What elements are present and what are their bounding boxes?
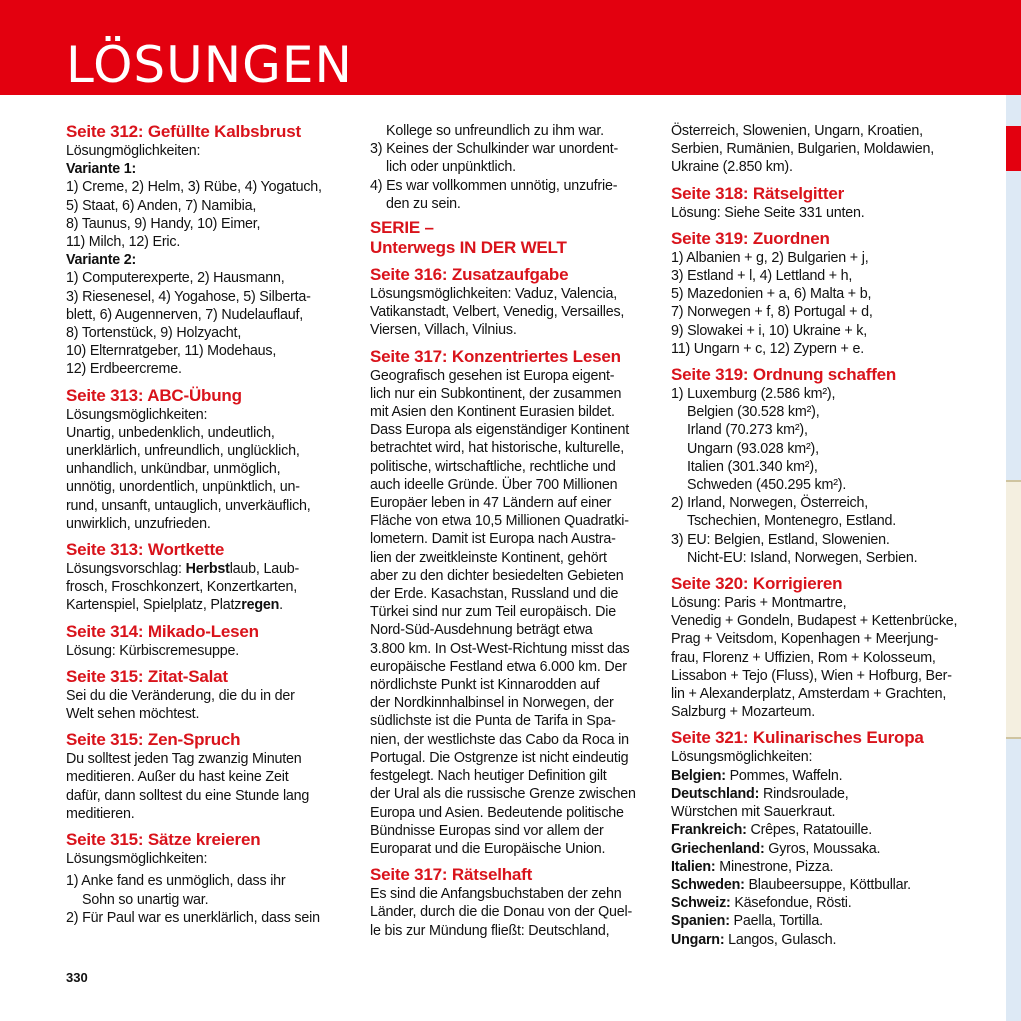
section-heading: Seite 319: Zuordnen bbox=[671, 228, 830, 248]
edge-illustration bbox=[1006, 480, 1021, 739]
text-line: betrachtet wird, hat historische, kulturelle, bbox=[370, 440, 625, 457]
text-line: Du solltest jeden Tag zwanzig Minuten bbox=[66, 751, 302, 768]
page-edge-strip bbox=[1006, 0, 1021, 1021]
page-number: 330 bbox=[66, 970, 88, 985]
food-item bbox=[671, 785, 971, 803]
country-label: Frankreich: bbox=[671, 822, 747, 839]
text-line: Irland (70.273 km²), bbox=[687, 422, 808, 439]
text-line: 1) Anke fand es unmöglich, dass ihr bbox=[66, 873, 286, 890]
text-line bbox=[66, 596, 351, 614]
column-3 bbox=[671, 122, 971, 949]
text-line: blett, 6) Augennerven, 7) Nudelauflauf, bbox=[66, 306, 303, 323]
text-line: nien, der westlichste das Cabo da Roca in bbox=[370, 731, 629, 748]
section-body bbox=[66, 687, 351, 723]
text-line: 1) Computerexperte, 2) Hausmann, bbox=[66, 270, 285, 287]
section-raetselhaft-continued bbox=[671, 122, 971, 177]
section-heading: Seite 318: Rätselgitter bbox=[671, 183, 845, 203]
text-part: Lösungsvorschlag: bbox=[66, 561, 186, 578]
section-body bbox=[66, 406, 351, 533]
text-line: der Ural als die russische Grenze zwischen bbox=[370, 786, 636, 803]
series-heading bbox=[370, 218, 655, 258]
text-line: Europa und Asien. Bedeutende politische bbox=[370, 804, 624, 821]
text-line: unnötig, unordentlich, unpünktlich, un- bbox=[66, 479, 300, 496]
section-heading: Seite 315: Zen-Spruch bbox=[66, 730, 241, 750]
text-line: Es sind die Anfangsbuchstaben der zehn bbox=[370, 886, 622, 903]
section-body bbox=[370, 367, 655, 858]
text-line: der Erde. Kasachstan, Russland und die bbox=[370, 586, 619, 603]
text-line: 1) Creme, 2) Helm, 3) Rübe, 4) Yogatuch, bbox=[66, 179, 322, 196]
dishes: Minestrone, Pizza. bbox=[715, 858, 834, 875]
text-line: Sei du die Veränderung, die du in der bbox=[66, 687, 295, 704]
section-heading: Seite 317: Konzentriertes Lesen bbox=[370, 346, 621, 366]
text-line: Ungarn (93.028 km²), bbox=[687, 440, 819, 457]
text-line: südlichste ist die Punta de Tarifa in Spa- bbox=[370, 713, 616, 730]
section-wortkette bbox=[66, 540, 351, 615]
dishes: Käsefondue, Rösti. bbox=[730, 895, 852, 912]
dishes: Gyros, Moussaka. bbox=[764, 840, 881, 857]
text-part: laub, Laub- bbox=[229, 561, 300, 578]
dishes: Pommes, Waffeln. bbox=[725, 767, 843, 784]
text-line: rund, unsanft, untauglich, unverkäuflich, bbox=[66, 497, 311, 514]
text-line: Venedig + Gondeln, Budapest + Kettenbrücke, bbox=[671, 613, 958, 630]
text-line: lich nur ein Subkontinent, der zusammen bbox=[370, 385, 622, 402]
text-line: Prag + Veitsdom, Kopenhagen + Meerjung- bbox=[671, 631, 939, 648]
text-line: Nord-Süd-Ausdehnung beträgt etwa bbox=[370, 622, 593, 639]
section-korrigieren bbox=[671, 574, 971, 721]
text-line: Länder, durch die die Donau von der Quel- bbox=[370, 904, 633, 921]
text-line: Österreich, Slowenien, Ungarn, Kroatien, bbox=[671, 123, 923, 139]
section-body bbox=[66, 642, 351, 660]
text-line: Lösung: Siehe Seite 331 unten. bbox=[671, 204, 865, 221]
text-line: Bündnisse Europas sind vor allem der bbox=[370, 822, 604, 839]
section-heading: Seite 319: Ordnung schaffen bbox=[671, 365, 897, 385]
text-line: 3) Keines der Schulkinder war unordent- bbox=[370, 141, 619, 158]
text-line: 10) Elternratgeber, 11) Modehaus, bbox=[66, 343, 277, 360]
text-line: 1) Luxemburg (2.586 km²), bbox=[671, 386, 836, 403]
text-line: Vatikanstadt, Velbert, Venedig, Versailles, bbox=[370, 304, 625, 321]
section-heading: Seite 320: Korrigieren bbox=[671, 574, 843, 594]
text-line: Schweden (450.295 km²). bbox=[687, 477, 847, 494]
text-line: europäische Festland etwa 6.000 km. Der bbox=[370, 658, 627, 675]
text-line: Fläche von etwa 10,5 Millionen Quadratki- bbox=[370, 513, 629, 530]
dishes: Crêpes, Ratatouille. bbox=[746, 822, 873, 839]
text-line: Lösung: Kürbiscremesuppe. bbox=[66, 642, 240, 659]
section-heading: Seite 315: Zitat-Salat bbox=[66, 666, 228, 686]
text-line: 7) Norwegen + f, 8) Portugal + d, bbox=[671, 304, 873, 321]
text-line: frosch, Froschkonzert, Konzertkarten, bbox=[66, 579, 297, 596]
dishes: Blaubeersuppe, Köttbullar. bbox=[744, 876, 911, 893]
bold-word: regen bbox=[241, 597, 280, 614]
text-line: Lösung: Paris + Montmartre, bbox=[671, 595, 847, 612]
section-ordnung-schaffen bbox=[671, 365, 971, 567]
food-item bbox=[671, 876, 971, 894]
series-label: SERIE – bbox=[370, 218, 434, 238]
section-body bbox=[370, 885, 655, 940]
section-body bbox=[671, 594, 971, 721]
series-title: Unterwegs IN DER WELT bbox=[370, 238, 567, 258]
text-line: 5) Staat, 6) Anden, 7) Namibia, bbox=[66, 197, 257, 214]
section-raetselhaft bbox=[370, 865, 655, 940]
text-line: dafür, dann solltest du eine Stunde lang bbox=[66, 787, 310, 804]
text-line: 11) Milch, 12) Eric. bbox=[66, 234, 181, 251]
text-line: Geografisch gesehen ist Europa eigent- bbox=[370, 367, 615, 384]
text-line: Italien (301.340 km²), bbox=[687, 458, 818, 475]
section-saetze-continued bbox=[370, 122, 655, 213]
section-body bbox=[66, 750, 351, 823]
section-kalbsbrust bbox=[66, 122, 351, 379]
food-item bbox=[671, 767, 971, 785]
text-line: lien der zweitkleinste Kontinent, gehört bbox=[370, 549, 607, 566]
text-line: lometern. Damit ist Europa nach Austra- bbox=[370, 531, 616, 548]
text-line: Lösungsmöglichkeiten: Vaduz, Valencia, bbox=[370, 286, 617, 303]
text-line: Belgien (30.528 km²), bbox=[687, 404, 820, 421]
section-heading: Seite 312: Gefüllte Kalbsbrust bbox=[66, 122, 301, 141]
section-konzentriertes-lesen bbox=[370, 347, 655, 858]
text-line: Lissabon + Tejo (Fluss), Wien + Hofburg, Ber- bbox=[671, 667, 952, 684]
section-zen-spruch bbox=[66, 730, 351, 823]
text-line: 8) Taunus, 9) Handy, 10) Eimer, bbox=[66, 215, 261, 232]
text-line: 3.800 km. In Ost-West-Richtung misst das bbox=[370, 640, 630, 657]
food-item bbox=[671, 858, 971, 876]
text-line: Europarat und die Europäische Union. bbox=[370, 840, 606, 857]
text-line: lin + Alexanderplatz, Amsterdam + Grachten, bbox=[671, 686, 947, 703]
text-line: 5) Mazedonien + a, 6) Malta + b, bbox=[671, 286, 872, 303]
section-heading: Seite 316: Zusatzaufgabe bbox=[370, 265, 569, 285]
section-zusatzaufgabe bbox=[370, 265, 655, 340]
country-label: Ungarn: bbox=[671, 931, 725, 948]
text-line: Unartig, unbedenklich, undeutlich, bbox=[66, 424, 275, 441]
section-zuordnen bbox=[671, 229, 971, 358]
text-line: aber zu den dichter besiedelten Gebieten bbox=[370, 567, 624, 584]
column-2 bbox=[370, 122, 655, 940]
text-line: 1) Albanien + g, 2) Bulgarien + j, bbox=[671, 249, 869, 266]
food-item bbox=[671, 894, 971, 912]
dishes: Paella, Tortilla. bbox=[729, 913, 823, 930]
country-label: Belgien: bbox=[671, 767, 726, 784]
text-line: Lösungmöglichkeiten: bbox=[66, 143, 201, 159]
text-line: auch ideelle Gründe. Über 700 Millionen bbox=[370, 476, 618, 493]
variant-label: Variante 1: bbox=[66, 161, 137, 178]
text-line: 2) Für Paul war es unerklärlich, dass sein bbox=[66, 909, 320, 926]
edge-red-band bbox=[1006, 0, 1021, 95]
ranked-list bbox=[671, 403, 971, 494]
section-heading: Seite 313: ABC-Übung bbox=[66, 385, 242, 405]
section-body bbox=[671, 249, 971, 358]
food-item bbox=[671, 840, 971, 858]
page-title: LÖSUNGEN bbox=[66, 36, 353, 94]
text-line: 3) Riesenesel, 4) Yogahose, 5) Silberta- bbox=[66, 288, 311, 305]
section-heading: Seite 313: Wortkette bbox=[66, 540, 225, 560]
column-1 bbox=[66, 122, 351, 927]
text-line: 3) Estland + l, 4) Lettland + h, bbox=[671, 268, 853, 285]
country-label: Spanien: bbox=[671, 913, 730, 930]
dishes: Rindsroulade, bbox=[759, 785, 849, 802]
bold-word: Herbst bbox=[185, 561, 230, 578]
text-line: Kollege so unfreundlich zu ihm war. bbox=[386, 123, 604, 139]
country-label: Schweiz: bbox=[671, 895, 731, 912]
section-heading: Seite 314: Mikado-Lesen bbox=[66, 621, 259, 641]
text-line: Salzburg + Mozarteum. bbox=[671, 704, 815, 721]
section-heading: Seite 321: Kulinarisches Europa bbox=[671, 728, 924, 748]
text-line: nördlichste Punkt ist Kinnarodden auf bbox=[370, 677, 600, 694]
section-body bbox=[370, 285, 655, 340]
food-item bbox=[671, 931, 971, 949]
text-line: Serbien, Rumänien, Bulgarien, Moldawien, bbox=[671, 141, 934, 158]
page-header bbox=[0, 0, 1006, 95]
text-line: 4) Es war vollkommen unnötig, unzufrie- bbox=[370, 177, 618, 194]
country-label: Deutschland: bbox=[671, 785, 760, 802]
text-line: Tschechien, Montenegro, Estland. bbox=[687, 513, 896, 530]
text-line: Viersen, Villach, Vilnius. bbox=[370, 322, 517, 339]
country-label: Schweden: bbox=[671, 876, 745, 893]
text-line: Sohn so unartig war. bbox=[82, 891, 209, 908]
text-line: le bis zur Mündung fließt: Deutschland, bbox=[370, 922, 610, 939]
section-heading: Seite 315: Sätze kreieren bbox=[66, 830, 261, 850]
section-abc-uebung bbox=[66, 386, 351, 533]
variant-label: Variante 2: bbox=[66, 252, 137, 269]
food-list bbox=[671, 767, 971, 949]
section-saetze-kreieren bbox=[66, 830, 351, 927]
text-line: Lösungsmöglichkeiten: bbox=[671, 749, 813, 766]
dishes: Langos, Gulasch. bbox=[724, 931, 837, 948]
text-line: Nicht-EU: Island, Norwegen, Serbien. bbox=[687, 549, 918, 566]
section-body bbox=[671, 204, 971, 222]
text-line: meditieren. Außer du hast keine Zeit bbox=[66, 769, 289, 786]
text-line: festgelegt. Nach heutiger Definition gilt bbox=[370, 768, 607, 785]
text-line: 9) Slowakei + i, 10) Ukraine + k, bbox=[671, 322, 868, 339]
text-line: Ukraine (2.850 km). bbox=[671, 159, 793, 176]
variant-1-lines bbox=[66, 178, 351, 251]
country-label: Griechenland: bbox=[671, 840, 765, 857]
text-line: unwirklich, unzufrieden. bbox=[66, 515, 211, 532]
section-zitat-salat bbox=[66, 667, 351, 723]
text-line: politische, wirtschaftliche, rechtliche und bbox=[370, 458, 616, 475]
country-label: Italien: bbox=[671, 858, 716, 875]
text-line: Dass Europa als eigenständiger Kontinent bbox=[370, 422, 630, 439]
text-line: Türkei sind nur zum Teil europäisch. Die bbox=[370, 604, 617, 621]
text-line: frau, Florenz + Uffizien, Rom + Kolosseum, bbox=[671, 649, 936, 666]
text-line: Portugal. Die Ostgrenze ist nicht eindeutig bbox=[370, 749, 629, 766]
text-line: 11) Ungarn + c, 12) Zypern + e. bbox=[671, 340, 864, 357]
text-line: meditieren. bbox=[66, 805, 135, 822]
text-line bbox=[66, 560, 351, 578]
text-line: der Nordkinnhalbinsel in Norwegen, der bbox=[370, 695, 614, 712]
section-raetselgitter bbox=[671, 184, 971, 222]
food-item bbox=[671, 821, 971, 839]
text-line: Lösungsmöglichkeiten: bbox=[66, 406, 208, 423]
text-line: lich oder unpünktlich. bbox=[386, 159, 516, 176]
text-line: unerklärlich, unfreundlich, unglücklich, bbox=[66, 443, 300, 460]
section-heading: Seite 317: Rätselhaft bbox=[370, 865, 533, 885]
section-kulinarisches-europa bbox=[671, 728, 971, 948]
text-line: 12) Erdbeercreme. bbox=[66, 361, 182, 378]
text-line: 2) Irland, Norwegen, Österreich, bbox=[671, 495, 869, 512]
text-line: 8) Tortenstück, 9) Holzyacht, bbox=[66, 325, 242, 342]
dishes: Würstchen mit Sauerkraut. bbox=[671, 804, 836, 821]
text-line: den zu sein. bbox=[386, 195, 461, 212]
text-part: Kartenspiel, Spielplatz, Platz bbox=[66, 597, 242, 614]
text-line: Welt sehen möchtest. bbox=[66, 706, 200, 723]
section-body bbox=[671, 122, 971, 177]
food-item bbox=[671, 912, 971, 930]
text-line: Europäer leben in 47 Ländern auf einer bbox=[370, 495, 612, 512]
section-mikado-lesen bbox=[66, 622, 351, 660]
food-item bbox=[671, 803, 971, 821]
text-line: unhandlich, unkündbar, unmöglich, bbox=[66, 461, 281, 478]
text-line: mit Asien den Kontinent Eurasien bildet. bbox=[370, 404, 615, 421]
text-part: . bbox=[279, 597, 283, 614]
text-line: Lösungsmöglichkeiten: bbox=[66, 851, 208, 868]
text-line: 3) EU: Belgien, Estland, Slowenien. bbox=[671, 531, 890, 548]
edge-chapter-marker bbox=[1006, 126, 1021, 171]
variant-2-lines bbox=[66, 269, 351, 378]
